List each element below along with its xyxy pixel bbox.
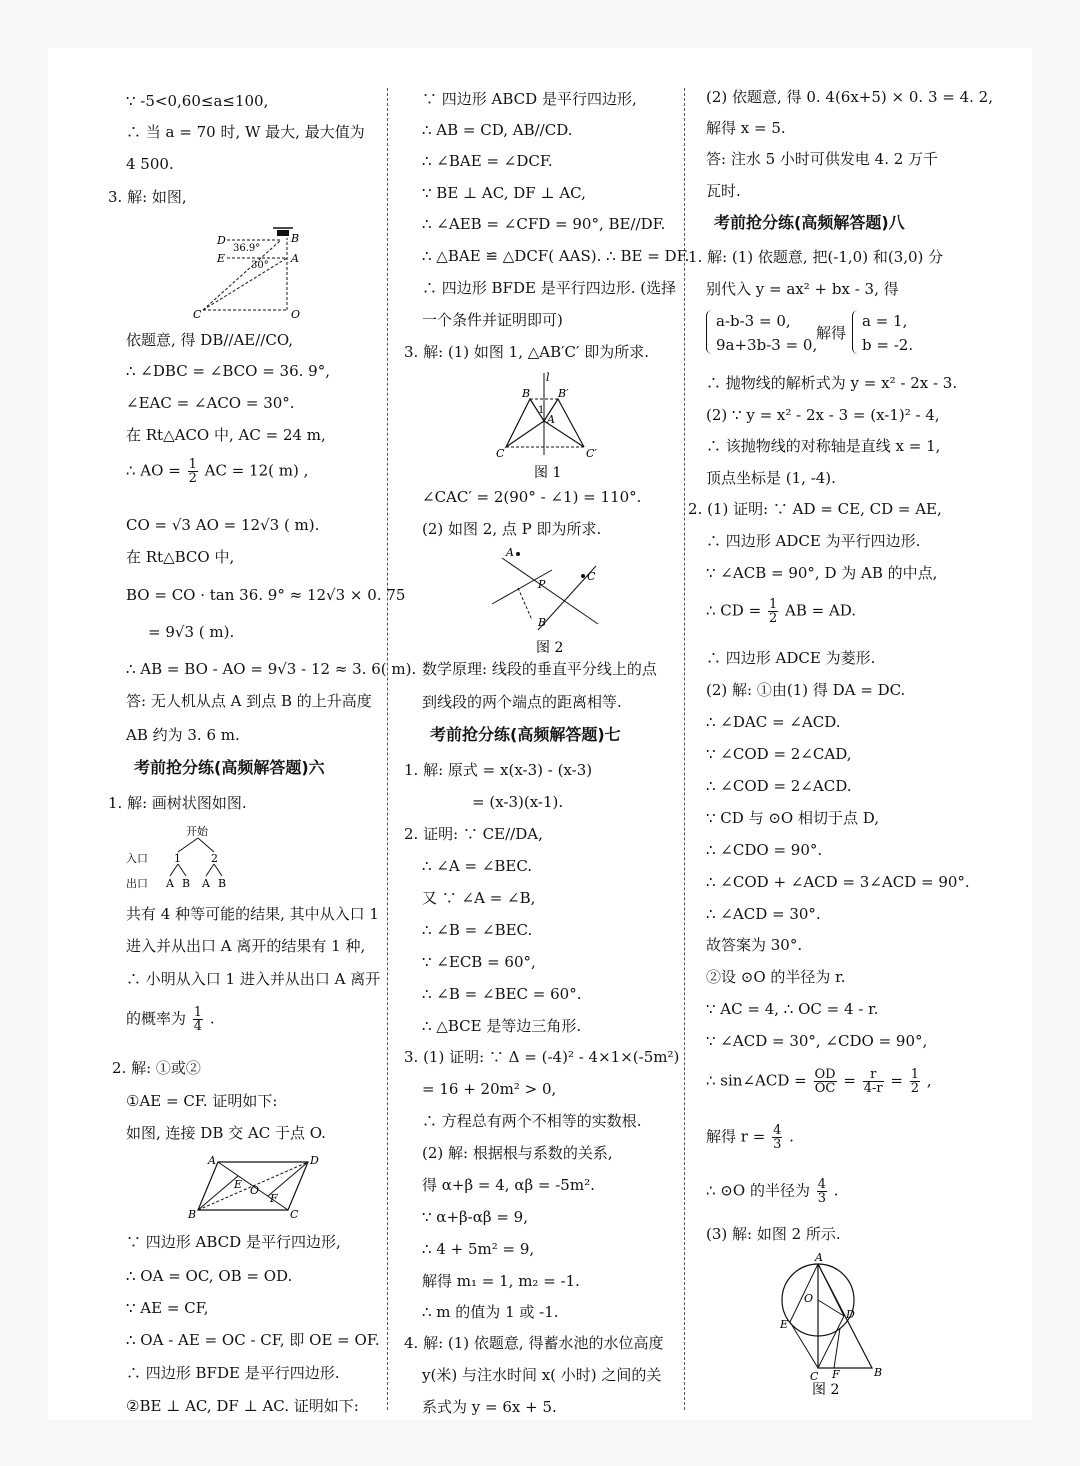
text-line: ∴ 四边形 BFDE 是平行四边形. [126,1364,340,1382]
text-line: ∵ 四边形 ABCD 是平行四边形, [422,90,637,108]
text-line: 3. 解: 如图, [108,188,187,206]
numerator: 1 [768,597,778,612]
text-line: ∴ ∠COD + ∠ACD = 3∠ACD = 90°. [706,873,970,891]
numerator: 4 [773,1123,782,1138]
text-line: 故答案为 30°. [706,936,803,954]
text-line: 瓦时. [706,182,741,200]
figure-circle-triangle [778,1251,898,1398]
answer-page [48,48,1032,1420]
text-segment: = [890,1071,903,1090]
text-line: ∴ 当 a = 70 时, W 最大, 最大值为 [126,123,365,141]
label-A: A [815,1251,823,1264]
text-segment: ∴ ⊙O 的半径为 [706,1181,810,1200]
text-line: = (x-3)(x-1). [472,793,564,811]
text-line: (2) ∵ y = x² - 2x - 3 = (x-1)² - 4, [706,406,940,424]
equation-line: a-b-3 = 0, [716,312,791,330]
text-line: 顶点坐标是 (1, -4). [706,469,836,487]
denominator: 2 [910,1081,920,1096]
text-segment: 的概率为 [126,1009,187,1028]
equation-system [706,310,914,358]
figure-caption: 图 2 [812,1382,840,1398]
label-D: D [846,1308,855,1321]
text-segment: . [209,1009,215,1028]
text-line: 答: 无人机从点 A 到点 B 的上升高度 [126,692,372,710]
column-divider [684,88,685,1410]
label-C: C [810,1370,819,1383]
tree-node: 1 [174,852,181,865]
denominator: 4-r [863,1081,883,1096]
text-segment: , [926,1071,932,1090]
label-P: P [538,578,546,591]
text-line: 一个条件并证明即可) [422,311,563,329]
angle-label: 30° [251,260,269,271]
figure-tree-diagram [126,824,236,890]
brace-right [852,310,861,354]
tree-leaf: A [202,877,210,890]
label-O: O [250,1184,260,1197]
text-segment: . [833,1181,839,1200]
fraction [193,1006,203,1033]
label-C: C [496,447,505,460]
text-line: ∵ -5<0,60≤a≤100, [126,92,269,110]
label-A: A [547,413,555,426]
fraction [188,458,198,485]
math-line [108,458,308,485]
label-D: D [310,1154,319,1167]
fraction [814,1068,837,1095]
label-B: B [522,387,531,400]
text-line: ∴ AB = BO - AO = 9√3 - 12 ≈ 3. 6( m). [126,660,417,678]
text-line: 2. 证明: ∵ CE//DA, [404,825,543,843]
text-line: 4 500. [126,155,174,173]
text-segment: ∴ sin∠ACD = [706,1071,807,1090]
tree-in-label: 入口 [126,852,148,865]
section-heading: 考前抢分练(高频解答题)六 [134,758,325,777]
text-line: 在 Rt△ACO 中, AC = 24 m, [126,426,326,444]
fraction [863,1068,884,1095]
text-segment: 解得 r = [706,1127,766,1146]
numerator: OD [814,1067,836,1082]
text-line: 3. (1) 证明: ∵ Δ = (-4)² - 4×1×(-5m²) [404,1048,680,1066]
text-line: (2) 如图 2, 点 P 即为所求. [422,520,602,538]
text-segment: = [843,1071,856,1090]
text-line: 到线段的两个端点的距离相等. [422,693,622,711]
text-line: ①AE = CF. 证明如下: [126,1092,278,1110]
text-segment: ∴ AO = [126,461,181,480]
equation-line: b = -2. [862,336,914,354]
label-A: A [506,546,514,559]
section-heading: 考前抢分练(高频解答题)八 [714,213,905,232]
text-line: ∴ 四边形 ADCE 为菱形. [706,649,876,667]
text-line: ∴ 小明从入口 1 进入并从出口 A 离开 [126,970,381,988]
label-F: F [832,1368,840,1381]
text-line: ∴ △BCE 是等边三角形. [422,1017,582,1035]
equation-line: 9a+3b-3 = 0, [716,336,818,354]
denominator: 2 [768,611,778,626]
text-line: 3. 解: (1) 如图 1, △AB′C′ 即为所求. [404,343,649,361]
figure-circle-svg [778,1251,898,1398]
label-E: E [217,252,226,265]
text-line: ∠EAC = ∠ACO = 30°. [126,394,295,412]
text-segment: AB = AD. [785,601,857,620]
label-D: D [217,234,226,247]
text-line: ∵ CD 与 ⊙O 相切于点 D, [706,809,880,827]
angle-label: 36.9° [233,243,261,254]
label-B: B [291,232,300,245]
numerator: r [863,1068,884,1082]
text-line: ∴ ∠AEB = ∠CFD = 90°, BE//DF. [422,215,666,233]
denominator: 4 [193,1019,203,1034]
text-line: ∴ ∠B = ∠BEC = 60°. [422,985,582,1003]
text-line: ∴ 方程总有两个不相等的实数根. [422,1112,642,1130]
text-line: 4. 解: (1) 依题意, 得蓄水池的水位高度 [404,1334,664,1352]
denominator: 3 [773,1137,782,1152]
text-line: 进入并从出口 A 离开的结果有 1 种, [126,937,366,955]
label-O: O [291,308,301,321]
text-line: ∵ α+β-αβ = 9, [422,1208,528,1226]
text-line: 得 α+β = 4, αβ = -5m². [422,1176,595,1194]
denominator: 3 [817,1191,827,1206]
brace-left [706,310,715,354]
text-line: 答: 注水 5 小时可供发电 4. 2 万千 [706,150,939,168]
text-line: CO = √3 AO = 12√3 ( m). [126,516,320,534]
numerator: 1 [910,1067,920,1082]
figure-caption: 图 2 [536,640,564,656]
label-E: E [780,1318,789,1331]
figure-1-svg [494,371,604,481]
text-line: ∵ 四边形 ABCD 是平行四边形, [126,1233,341,1251]
label-B-prime: B′ [558,387,569,400]
label-O: O [804,1292,814,1305]
text-line: ∴ ∠B = ∠BEC. [422,921,533,939]
text-line: ∵ AE = CF, [126,1299,209,1317]
label-C: C [587,570,596,583]
text-line: ∴ 该抛物线的对称轴是直线 x = 1, [706,437,941,455]
text-line: ∴ AB = CD, AB//CD. [422,121,573,139]
text-line: ∴ OA - AE = OC - CF, 即 OE = OF. [126,1331,380,1349]
text-line: ∵ BE ⊥ AC, DF ⊥ AC, [422,184,586,202]
figure-drone-svg [193,218,313,321]
equation-line: a = 1, [862,312,908,330]
text-line: = 16 + 20m² > 0, [422,1080,557,1098]
text-line: 在 Rt△BCO 中, [126,548,235,566]
text-segment: . [789,1127,794,1146]
denominator: OC [814,1081,836,1096]
text-line: ∴ 四边形 ADCE 为平行四边形. [706,532,921,550]
label-B: B [538,616,547,629]
tree-node: 2 [211,852,218,865]
text-line: ∴ m 的值为 1 或 -1. [422,1303,559,1321]
fraction [910,1068,920,1095]
text-line: ②BE ⊥ AC, DF ⊥ AC. 证明如下: [126,1397,359,1415]
figure-2-bisector [488,548,618,656]
numerator: 1 [188,457,197,472]
text-line: ∠CAC′ = 2(90° - ∠1) = 110°. [422,488,642,506]
text-line: = 9√3 ( m). [148,623,235,641]
text-line: ∴ 抛物线的解析式为 y = x² - 2x - 3. [706,374,958,392]
text-line: 依题意, 得 DB//AE//CO, [126,331,294,349]
text-line: ∴ 4 + 5m² = 9, [422,1240,535,1258]
text-line: 1. 解: 原式 = x(x-3) - (x-3) [404,761,593,779]
tree-start: 开始 [186,825,208,838]
math-line [688,598,856,625]
text-line: ∵ ∠ACD = 30°, ∠CDO = 90°, [706,1032,928,1050]
numerator: 4 [817,1177,827,1192]
text-line: ∴ OA = OC, OB = OD. [126,1267,293,1285]
figure-2-svg [488,548,618,656]
text-line: (2) 依题意, 得 0. 4(6x+5) × 0. 3 = 4. 2, [706,88,993,106]
text-line: ∵ ∠COD = 2∠CAD, [706,745,852,763]
parallelogram-svg [188,1154,319,1221]
tree-leaf: B [182,877,191,890]
fraction [772,1124,782,1151]
tree-svg [126,824,236,890]
text-line: 又 ∵ ∠A = ∠B, [422,889,536,907]
label-l: l [546,371,550,384]
text-line: 1. 解: (1) 依题意, 把(-1,0) 和(3,0) 分 [688,248,944,266]
label-E: E [234,1178,243,1191]
text-line: ∴ ∠DBC = ∠BCO = 36. 9°, [126,362,330,380]
text-line: BO = CO · tan 36. 9° ≈ 12√3 × 0. 75 [126,586,406,604]
denominator: 2 [188,471,197,486]
text-segment: AC = 12( m) , [204,461,309,480]
text-line: ∵ ∠ACB = 90°, D 为 AB 的中点, [706,564,938,582]
text-line: y(米) 与注水时间 x( 小时) 之间的关 [422,1366,662,1384]
text-line: 数学原理: 线段的垂直平分线上的点 [422,660,657,678]
tree-leaf: B [218,877,227,890]
label-B: B [874,1366,883,1379]
text-line: ∵ ∠ECB = 60°, [422,953,536,971]
fraction [768,598,778,625]
text-line: 系式为 y = 6x + 5. [422,1398,557,1416]
text-line: (2) 解: ①由(1) 得 DA = DC. [706,681,906,699]
figure-caption: 图 1 [534,465,562,481]
text-line: ∴ ∠COD = 2∠ACD. [706,777,852,795]
figure-parallelogram [188,1154,319,1221]
math-line [688,1068,932,1095]
label-A: A [208,1154,216,1167]
figure-1-reflection [494,371,604,481]
text-line: 1. 解: 画树状图如图. [108,794,247,812]
text-line: ∴ 四边形 BFDE 是平行四边形. (选择 [422,279,677,297]
text-line: (3) 解: 如图 2 所示. [706,1225,841,1243]
text-line: (2) 解: 根据根与系数的关系, [422,1144,613,1162]
label-B: B [188,1208,197,1221]
text-line: 2. (1) 证明: ∵ AD = CE, CD = AE, [688,500,942,518]
numerator: 1 [193,1005,203,1020]
text-line: 2. 解: ①或② [112,1059,201,1077]
text-segment: 解得 [816,324,847,342]
text-line: ∴ ∠A = ∠BEC. [422,857,533,875]
text-line: ∴ △BAE ≌ △DCF( AAS). ∴ BE = DF. [422,247,690,265]
text-line: 解得 x = 5. [706,119,786,137]
section-heading: 考前抢分练(高频解答题)七 [430,725,621,744]
text-line: 别代入 y = ax² + bx - 3, 得 [706,280,899,298]
math-line [688,1178,839,1205]
text-line: 解得 m₁ = 1, m₂ = -1. [422,1272,580,1290]
label-A: A [291,252,299,265]
angle-label: 1 [538,405,545,416]
tree-leaf: A [166,877,174,890]
math-line [688,1124,794,1151]
text-line: 共有 4 种等可能的结果, 其中从入口 1 [126,905,379,923]
text-line: ∴ ∠ACD = 30°. [706,905,821,923]
fraction [817,1178,827,1205]
text-line: ∴ ∠DAC = ∠ACD. [706,713,841,731]
column-divider [387,88,388,1410]
math-line [108,1006,215,1033]
text-line: 如图, 连接 DB 交 AC 于点 O. [126,1124,326,1142]
label-C-prime: C′ [586,447,597,460]
label-F: F [270,1192,278,1205]
tree-out-label: 出口 [126,877,148,890]
text-line: ∵ AC = 4, ∴ OC = 4 - r. [706,1000,879,1018]
text-line: ∴ ∠CDO = 90°. [706,841,823,859]
text-line: ②设 ⊙O 的半径为 r. [706,968,846,986]
figure-drone-elevation [193,218,313,321]
text-segment: ∴ CD = [706,601,762,620]
text-line: ∴ ∠BAE = ∠DCF. [422,152,553,170]
label-C: C [290,1208,299,1221]
text-line: AB 约为 3. 6 m. [126,726,240,744]
label-C: C [193,308,202,321]
